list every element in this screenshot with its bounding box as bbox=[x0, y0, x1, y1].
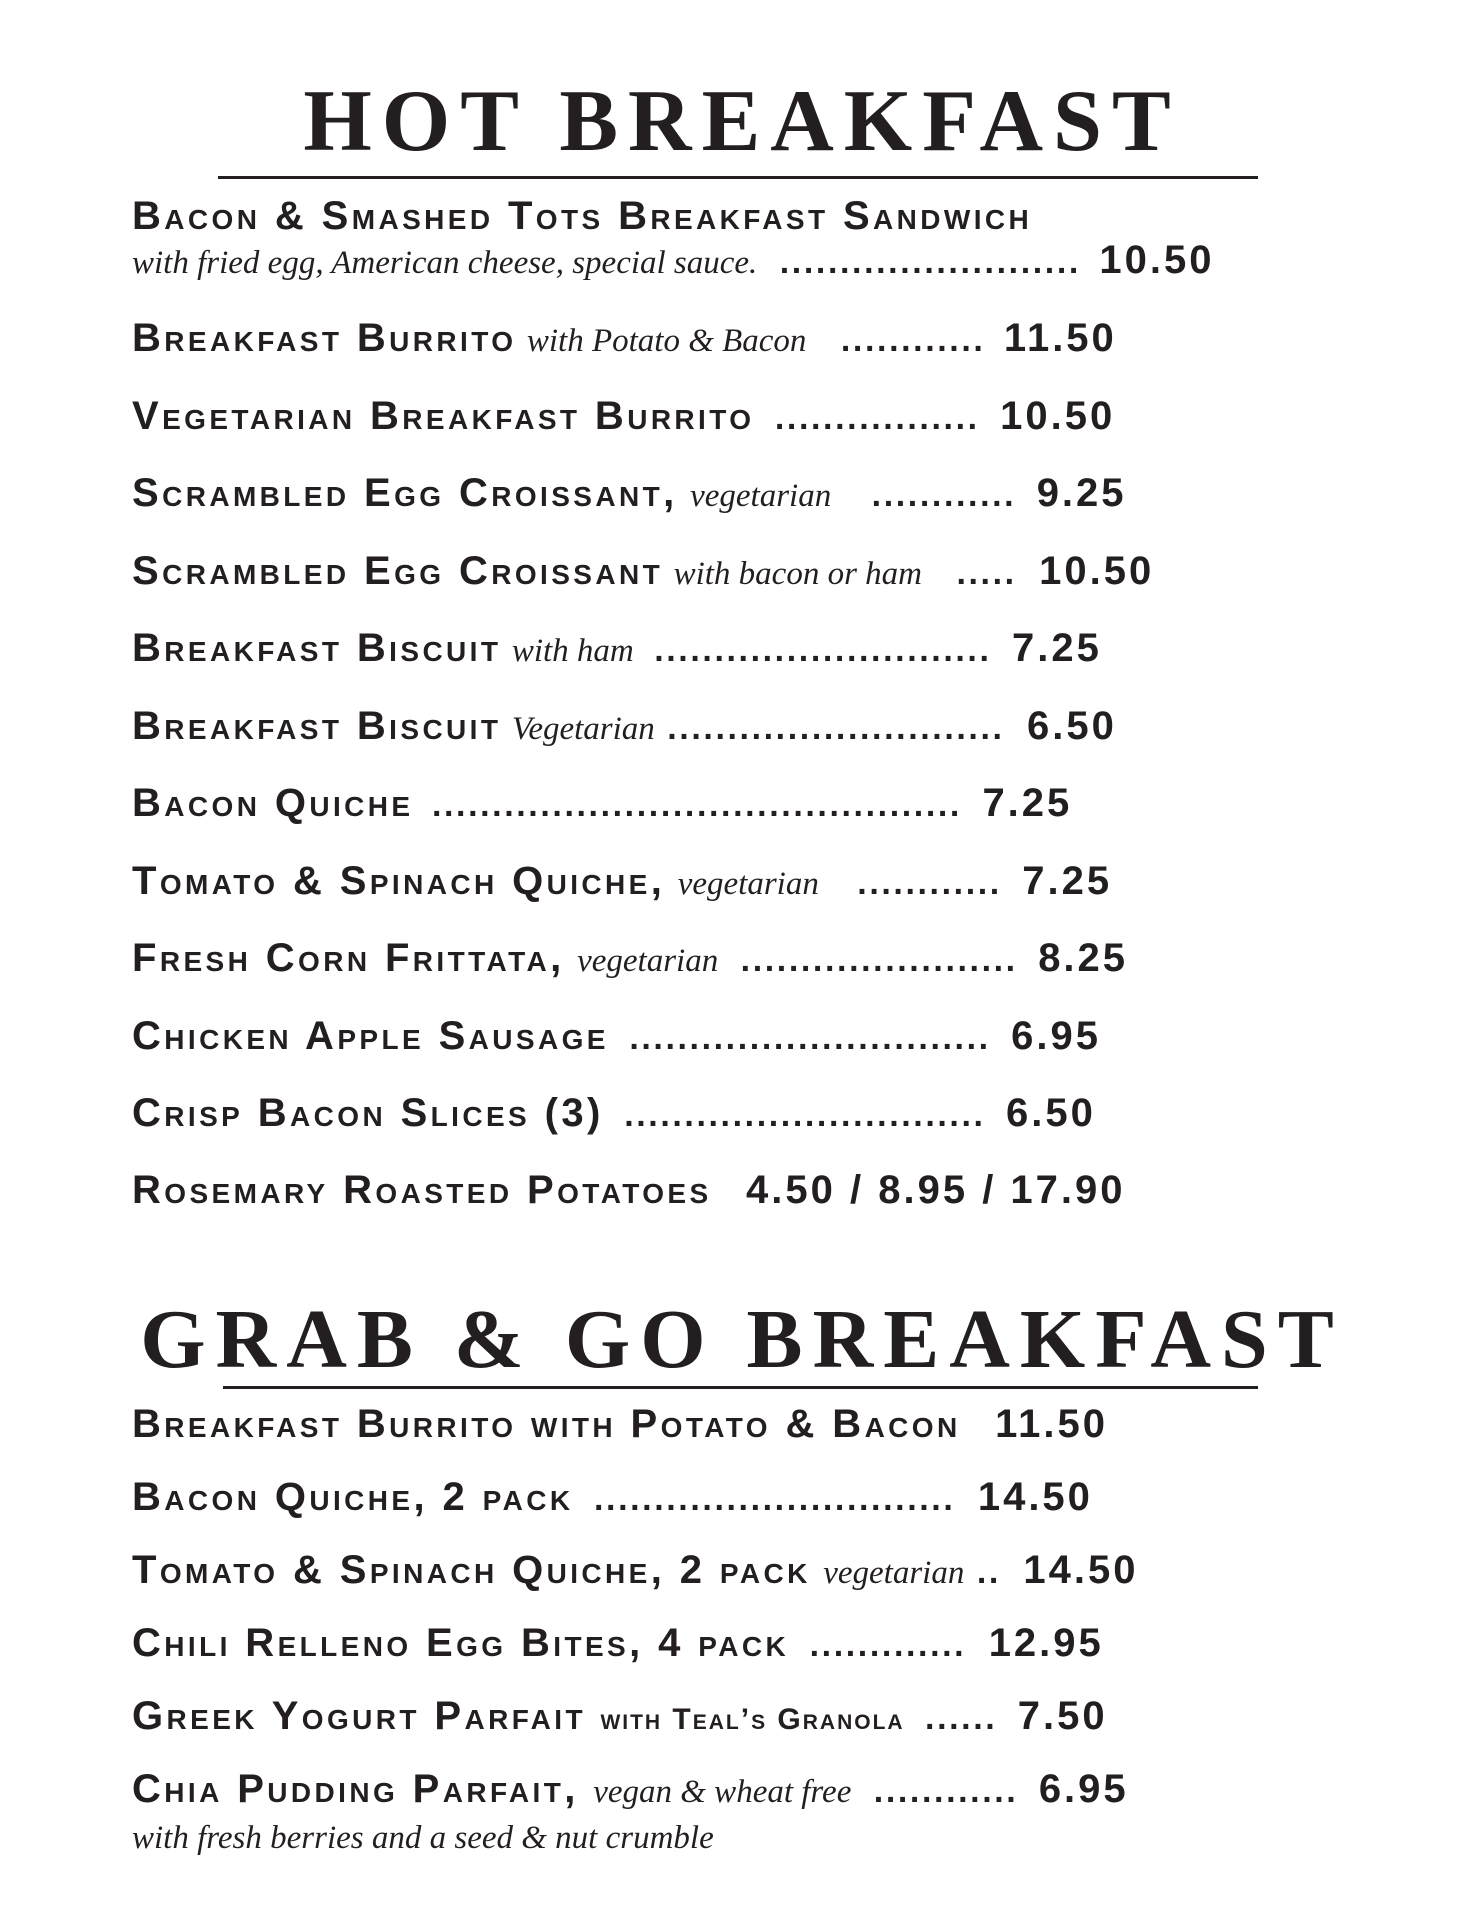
menu-item bbox=[132, 706, 1117, 746]
item-price: 10.50 bbox=[1000, 394, 1116, 438]
item-name: Bacon & Smashed Tots Breakfast Sandwich bbox=[132, 194, 1033, 238]
menu-item bbox=[132, 1696, 1108, 1736]
item-leader-dots: .............................. bbox=[629, 1019, 991, 1057]
item-price: 10.50 bbox=[1039, 549, 1155, 593]
menu-item bbox=[132, 1404, 1108, 1444]
item-price: 7.25 bbox=[1022, 859, 1113, 903]
item-footnote: with fresh berries and a seed & nut crumble bbox=[132, 1820, 714, 1856]
item-name: Breakfast Biscuit bbox=[132, 704, 502, 748]
item-leader-dots: ............................................ bbox=[431, 786, 962, 824]
item-price: 7.50 bbox=[1017, 1694, 1108, 1738]
menu-item bbox=[132, 551, 1154, 591]
menu-item bbox=[132, 861, 1112, 901]
item-name: Fresh Corn Frittata, bbox=[132, 936, 565, 980]
item-price: 11.50 bbox=[1003, 316, 1117, 360]
item-price: 14.50 bbox=[977, 1475, 1093, 1519]
item-description: vegetarian bbox=[690, 478, 832, 514]
item-leader-dots: ............ bbox=[857, 864, 1002, 902]
item-price: 6.50 bbox=[1027, 704, 1117, 748]
menu-item bbox=[132, 938, 1128, 978]
item-description: vegetarian bbox=[823, 1555, 965, 1591]
menu-item bbox=[132, 628, 1102, 668]
item-price: 6.95 bbox=[1038, 1767, 1129, 1811]
item-description: with bacon or ham bbox=[673, 556, 922, 592]
item-price: 11.50 bbox=[995, 1402, 1108, 1446]
menu-item bbox=[132, 1769, 1129, 1809]
item-description: vegetarian bbox=[677, 866, 819, 902]
item-name: Greek Yogurt Parfait bbox=[132, 1694, 586, 1738]
menu-item bbox=[132, 1093, 1096, 1133]
item-price: 6.95 bbox=[1011, 1014, 1102, 1058]
item-name: Scrambled Egg Croissant, bbox=[132, 471, 678, 515]
item-leader-dots: ............................ bbox=[654, 631, 992, 669]
item-leader-dots: ............ bbox=[840, 321, 986, 359]
item-price: 12.95 bbox=[988, 1621, 1104, 1665]
menu-item bbox=[132, 783, 1072, 823]
item-price: 6.50 bbox=[1006, 1091, 1096, 1135]
hot-breakfast-title: HOT BREAKFAST bbox=[303, 73, 1181, 170]
menu-item bbox=[132, 1623, 1104, 1663]
item-leader-dots: ................. bbox=[774, 399, 980, 437]
item-description: with Potato & Bacon bbox=[526, 323, 807, 359]
item-leader-dots: ............ bbox=[871, 476, 1017, 514]
menu-item bbox=[132, 473, 1127, 513]
item-price: 8.25 bbox=[1038, 936, 1129, 980]
item-description: with Teal’s Granola bbox=[600, 1703, 905, 1736]
item-name: Breakfast Burrito with Potato & Bacon bbox=[132, 1402, 961, 1446]
item-description: vegetarian bbox=[577, 943, 719, 979]
grab-and-go-divider bbox=[223, 1386, 1258, 1389]
item-name: Tomato & Spinach Quiche, 2 pack bbox=[132, 1548, 811, 1592]
menu-item-detail bbox=[132, 240, 1215, 280]
menu-item bbox=[132, 196, 1032, 236]
item-name: Breakfast Burrito bbox=[132, 316, 517, 360]
item-price: 4.50 / 8.95 / 17.90 bbox=[746, 1168, 1126, 1212]
grab-and-go-title: GRAB & GO BREAKFAST bbox=[140, 1293, 1344, 1386]
item-leader-dots: .............................. bbox=[593, 1480, 956, 1518]
menu-item bbox=[132, 396, 1115, 436]
item-leader-dots: ............ bbox=[873, 1772, 1019, 1810]
menu-item bbox=[132, 318, 1117, 358]
item-leader-dots: .............................. bbox=[624, 1096, 986, 1134]
item-name: Rosemary Roasted Potatoes bbox=[132, 1168, 712, 1212]
item-name: Chicken Apple Sausage bbox=[132, 1014, 609, 1058]
menu-item bbox=[132, 1550, 1138, 1590]
item-name: Crisp Bacon Slices (3) bbox=[132, 1091, 604, 1135]
item-description: with fried egg, American cheese, special sauce. bbox=[132, 245, 758, 281]
item-name: Scrambled Egg Croissant bbox=[132, 549, 664, 593]
item-leader-dots: ............................ bbox=[667, 709, 1005, 747]
hot-breakfast-divider bbox=[218, 176, 1258, 179]
item-name: Tomato & Spinach Quiche, bbox=[132, 859, 666, 903]
menu-item bbox=[132, 1477, 1093, 1517]
item-name: Vegetarian Breakfast Burrito bbox=[132, 394, 755, 438]
item-price: 9.25 bbox=[1036, 471, 1127, 515]
item-price: 7.25 bbox=[982, 781, 1073, 825]
item-description: vegan & wheat free bbox=[593, 1774, 852, 1810]
item-leader-dots: ...... bbox=[925, 1699, 998, 1737]
item-leader-dots: ..... bbox=[956, 554, 1017, 592]
item-leader-dots: ....................... bbox=[740, 941, 1018, 979]
item-leader-dots: ............. bbox=[809, 1626, 967, 1664]
item-name: Bacon Quiche bbox=[132, 781, 414, 825]
item-price: 14.50 bbox=[1023, 1548, 1139, 1592]
item-description: Vegetarian bbox=[511, 711, 655, 747]
menu-item bbox=[132, 1016, 1101, 1056]
item-name: Chili Relleno Egg Bites, 4 pack bbox=[132, 1621, 790, 1665]
item-price: 10.50 bbox=[1099, 238, 1215, 282]
item-price: 7.25 bbox=[1011, 626, 1102, 670]
item-name: Breakfast Biscuit bbox=[132, 626, 502, 670]
item-leader-dots: .. bbox=[976, 1553, 1001, 1591]
item-name: Chia Pudding Parfait, bbox=[132, 1767, 579, 1811]
item-name: Bacon Quiche, 2 pack bbox=[132, 1475, 574, 1519]
item-leader-dots: ......................... bbox=[779, 243, 1081, 281]
item-description: with ham bbox=[511, 633, 634, 669]
menu-item bbox=[132, 1170, 1126, 1210]
